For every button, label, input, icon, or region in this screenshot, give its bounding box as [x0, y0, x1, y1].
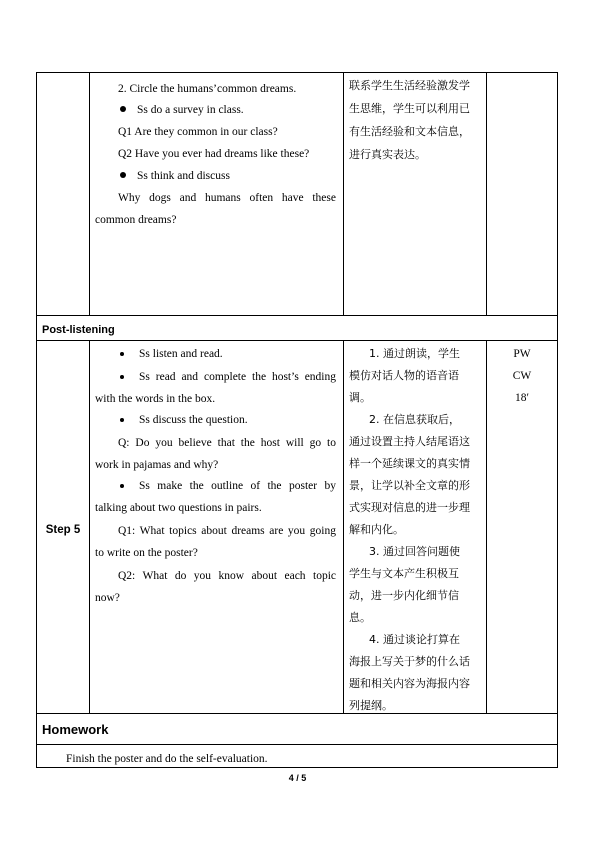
purpose-line: 联系学生生活经验激发学: [349, 79, 470, 92]
col-divider-3-row1: [486, 72, 487, 315]
activity-q1-line1: Q1: What topics about dreams are you going: [118, 525, 336, 537]
table-top-border: [36, 72, 557, 73]
purpose-line: 列提纲。: [349, 699, 393, 712]
bullet-icon: [120, 418, 124, 422]
purpose-line: 景，让学以补全文章的形: [349, 479, 470, 492]
activity-why-line2: common dreams?: [95, 214, 177, 226]
col-divider-2-row1: [343, 72, 344, 315]
purpose-line: 进行真实表达。: [349, 148, 426, 161]
activity-q2-line1: Q2: What do you know about each topic: [118, 570, 336, 582]
activity-b2-line1: Ss read and complete the host’s ending: [139, 371, 336, 383]
activity-q-line1: Q: Do you believe that the host will go to: [118, 437, 336, 449]
row-divider-post-listening: [36, 315, 557, 316]
purpose-line: 3. 通过回答问题使: [369, 545, 460, 558]
activity-q1-line2: to write on the poster?: [95, 547, 198, 559]
col-divider-1-step5: [89, 340, 90, 713]
section-heading-post-listening: Post-listening: [42, 324, 115, 336]
mode-cw: CW: [512, 370, 532, 382]
purpose-line: 模仿对话人物的语音语: [349, 369, 459, 382]
activity-q2-line2: now?: [95, 592, 120, 604]
purpose-line: 1. 通过朗读，学生: [369, 347, 460, 360]
activity-b2-line2: with the words in the box.: [95, 393, 216, 405]
purpose-line: 海报上写关于梦的什么话: [349, 655, 470, 668]
purpose-line: 有生活经验和文本信息，: [349, 125, 470, 138]
purpose-line: 样一个延续课文的真实情: [349, 457, 470, 470]
bullet-icon: [120, 352, 124, 356]
purpose-line: 动，进一步内化细节信: [349, 589, 459, 602]
step-label: Step 5: [45, 524, 81, 536]
bullet-icon: [120, 484, 124, 488]
purpose-line: 2. 在信息获取后，: [369, 413, 460, 426]
purpose-line: 解和内化。: [349, 523, 404, 536]
row-divider-step5: [36, 340, 557, 341]
purpose-line: 4. 通过谈论打算在: [369, 633, 460, 646]
row-divider-homework: [36, 713, 557, 714]
activity-bullet-think: Ss think and discuss: [137, 170, 230, 182]
activity-q2: Q2 Have you ever had dreams like these?: [118, 148, 310, 160]
table-left-border: [36, 72, 37, 768]
mode-pw: PW: [513, 348, 531, 360]
activity-b1: Ss listen and read.: [139, 348, 223, 360]
bullet-icon: [120, 375, 124, 379]
col-divider-1-row1: [89, 72, 90, 315]
table-right-border: [557, 72, 558, 768]
activity-bullet-survey: Ss do a survey in class.: [137, 104, 244, 116]
activity-line-circle: 2. Circle the humans’common dreams.: [118, 83, 297, 95]
purpose-line: 题和相关内容为海报内容: [349, 677, 470, 690]
activity-b4-line2: talking about two questions in pairs.: [95, 502, 262, 514]
activity-q-line2: work in pajamas and why?: [95, 459, 219, 471]
purpose-line: 式实现对信息的进一步理: [349, 501, 470, 514]
purpose-line: 调。: [349, 391, 371, 404]
activity-b4-line1: Ss make the outline of the poster by: [139, 480, 336, 492]
purpose-line: 通过设置主持人结尾语这: [349, 435, 470, 448]
purpose-line: 学生与文本产生积极互: [349, 567, 459, 580]
purpose-line: 生思维，学生可以利用已: [349, 102, 470, 115]
activity-why-line1: Why dogs and humans often have these: [118, 192, 336, 204]
section-heading-homework: Homework: [42, 722, 109, 737]
row-divider-homework-body: [36, 744, 557, 745]
purpose-line: 息。: [349, 611, 371, 624]
homework-text: Finish the poster and do the self-evaluation.: [66, 753, 268, 765]
mode-time: 18′: [514, 392, 529, 404]
bullet-icon: [120, 172, 126, 178]
col-divider-2-step5: [343, 340, 344, 713]
bullet-icon: [120, 106, 126, 112]
page-number: 4 / 5: [288, 773, 307, 783]
table-bottom-border: [36, 767, 557, 768]
activity-q1: Q1 Are they common in our class?: [118, 126, 278, 138]
activity-b3: Ss discuss the question.: [139, 414, 248, 426]
